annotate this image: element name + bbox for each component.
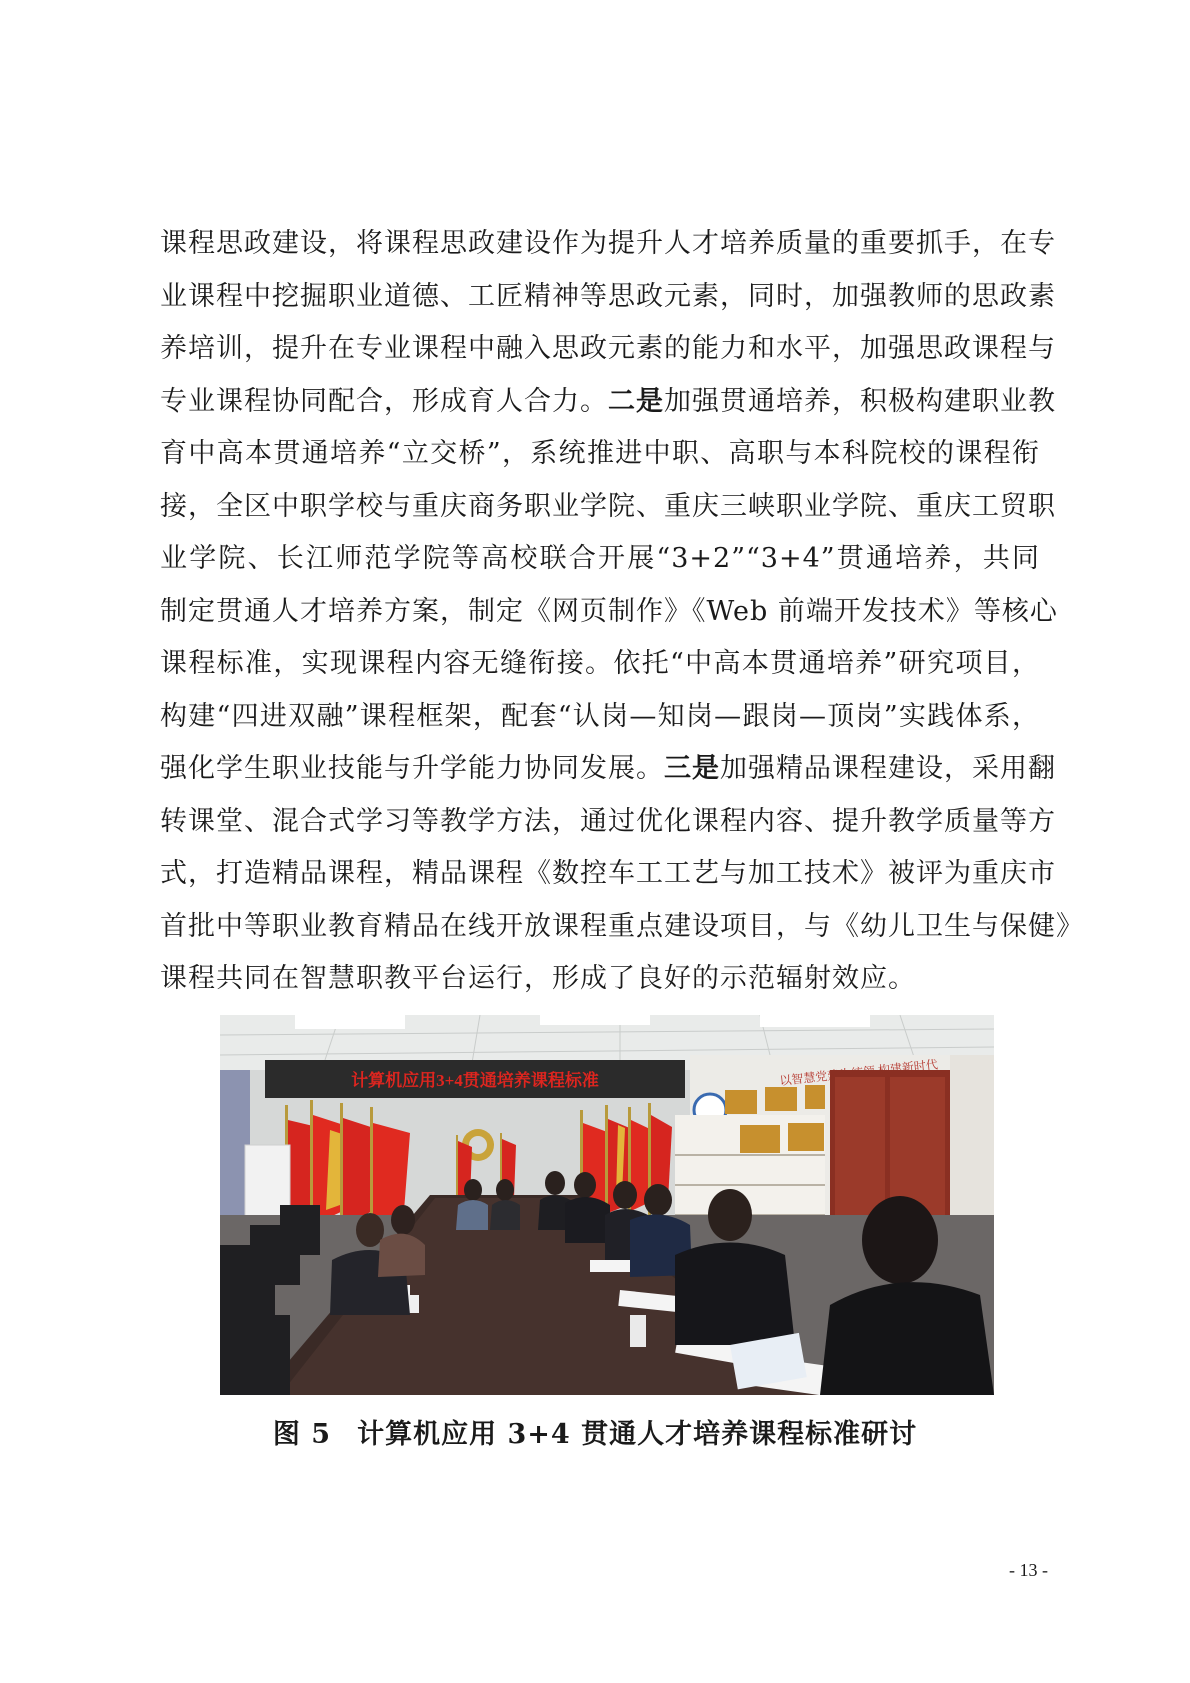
paragraph-line: 制定贯通人才培养方案，制定《网页制作》《Web 前端开发技术》等核心: [160, 595, 1058, 627]
figure-caption: [0, 1412, 1190, 1451]
page-number: - 13 -: [1009, 1560, 1048, 1580]
emphasis-text: 三是: [664, 753, 720, 784]
line-text: 加强贯通培养，积极构建职业教: [664, 385, 1056, 417]
emphasis-text: 二是: [608, 385, 664, 417]
line-text: 加强精品课程建设，采用翻: [720, 753, 1056, 784]
paragraph-line: 课程共同在智慧职教平台运行，形成了良好的示范辐射效应。: [160, 963, 916, 994]
paragraph-line: 课程标准，实现课程内容无缝衔接。依托“中高本贯通培养”研究项目，: [160, 648, 1040, 679]
paragraph-line: [160, 376, 1056, 429]
wall-slogan: 以智慧党建为统领 构建新时代: [778, 1057, 939, 1088]
paragraph-line: 养培训，提升在专业课程中融入思政元素的能力和水平，加强思政课程与: [160, 333, 1056, 364]
paragraph-line: 接，全区中职学校与重庆商务职业学院、重庆三峡职业学院、重庆工贸职: [160, 490, 1056, 522]
paragraph-line: 构建“四进双融”课程框架，配套“认岗—知岗—跟岗—顶岗”实践体系，: [160, 700, 1040, 732]
body-paragraph: [160, 218, 1084, 1006]
paragraph-line: 课程思政建设，将课程思政建设作为提升人才培养质量的重要抓手，在专: [160, 228, 1056, 259]
paragraph-line: 式，打造精品课程，精品课程《数控车工工艺与加工技术》被评为重庆市: [160, 858, 1056, 889]
line-text: 强化学生职业技能与升学能力协同发展。: [160, 753, 664, 784]
paragraph-line: [160, 743, 1056, 796]
banner-text: 计算机应用3+4贯通培养课程标准: [351, 1071, 599, 1090]
meeting-photo: [220, 1015, 994, 1395]
paragraph-line: 业课程中挖掘职业道德、工匠精神等思政元素，同时，加强教师的思政素: [160, 280, 1056, 312]
paragraph-line: 首批中等职业教育精品在线开放课程重点建设项目，与《幼儿卫生与保健》: [160, 910, 1084, 942]
paragraph-line: 转课堂、混合式学习等教学方法，通过优化课程内容、提升教学质量等方: [160, 805, 1056, 837]
paragraph-line: 业学院、长江师范学院等高校联合开展“3+2”“3+4”贯通培养，共同: [160, 543, 1040, 574]
line-text: 专业课程协同配合，形成育人合力。: [160, 385, 608, 417]
figure-label: 图 5: [272, 1419, 332, 1450]
paragraph-line: 育中高本贯通培养“立交桥”，系统推进中职、高职与本科院校的课程衔: [160, 438, 1040, 469]
figure-title: 计算机应用 3+4 贯通人才培养课程标准研讨: [357, 1419, 918, 1450]
